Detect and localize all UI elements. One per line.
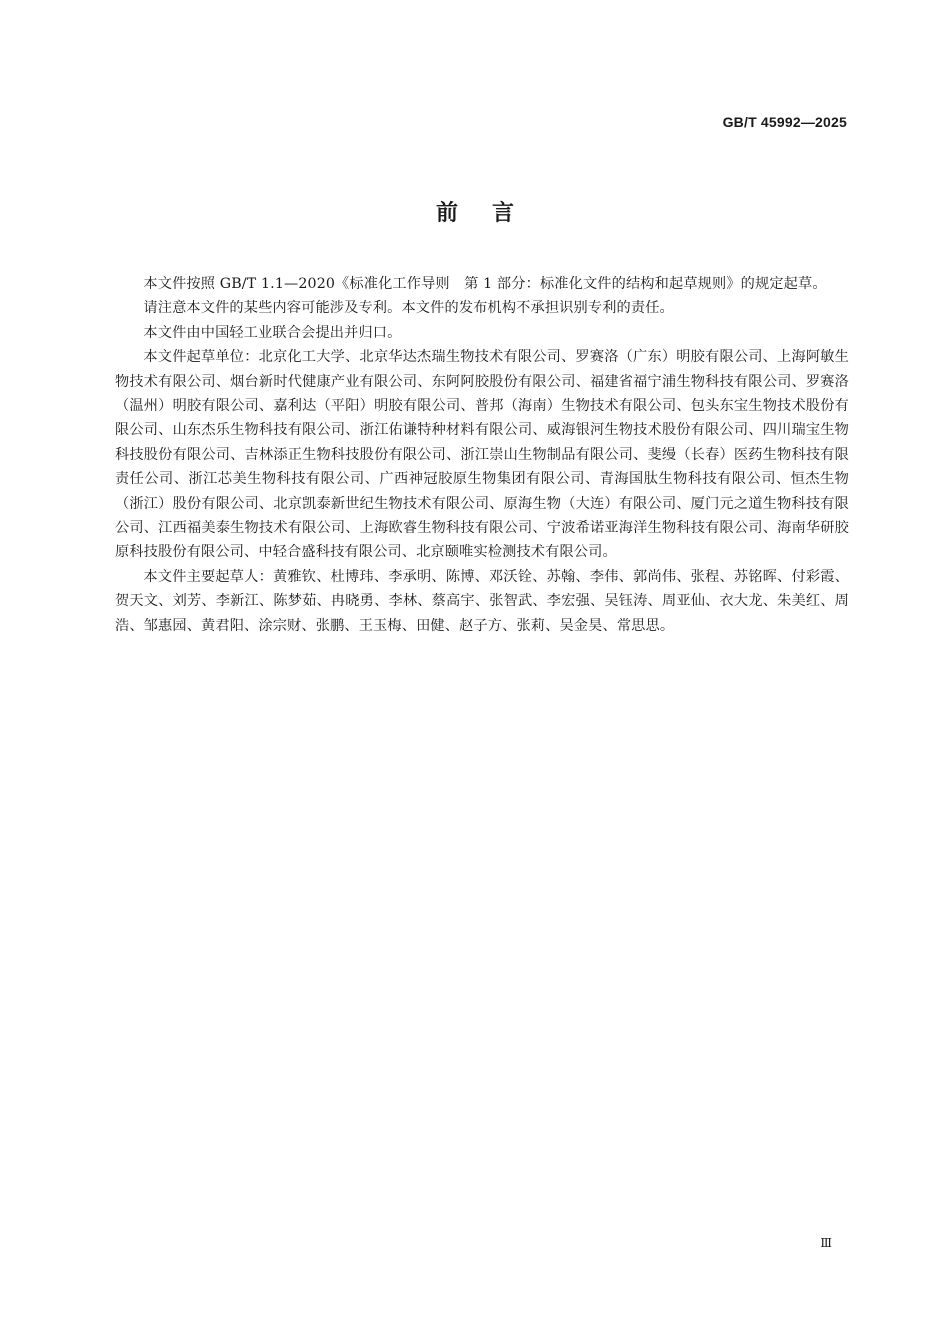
paragraph-proposer: 本文件由中国轻工业联合会提出并归口。 (143, 324, 402, 341)
page-number: Ⅲ (820, 1236, 832, 1250)
paragraph-patent-notice: 请注意本文件的某些内容可能涉及专利。本文件的发布机构不承担识别专利的责任。 (143, 300, 674, 317)
paragraph-drafting-rules: 本文件按照 GB/T 1.1—2020《标准化工作导则 第 1 部分：标准化文件的结构和起草规则》的规定起草。 (143, 276, 827, 292)
standard-code: GB/T 45992—2025 (722, 114, 847, 130)
page-title: 前言 (435, 201, 548, 226)
paragraph-drafters: 本文件主要起草人：黄雅钦、杜博玮、李承明、陈博、邓沃铨、苏翰、李伟、郭尚伟、张程、苏铭晖、付彩霞、贺天文、刘芳、李新江、陈梦茹、冉晓勇、李林、蔡高宇、张智武、李宏强、吴钰涛、周亚仙、衣大龙、朱美红、周浩、邹惠园、黄君阳、涂宗财、张鹏、王玉梅、田健、赵子方、张莉、吴金昊、常思思。 (115, 568, 849, 634)
foreword-body (115, 272, 849, 638)
paragraph-drafting-units: 本文件起草单位：北京化工大学、北京华达杰瑞生物技术有限公司、罗赛洛（广东）明胶有限公司、上海阿敏生物技术有限公司、烟台新时代健康产业有限公司、东阿阿胶股份有限公司、福建省福宁浦生物科技有限公司、罗赛洛（温州）明胶有限公司、嘉利达（平阳）明胶有限公司、普邦（海南）生物技术有限公司、包头东宝生物技术股份有限公司、山东杰乐生物科技有限公司、浙江佑谦特种材料有限公司、威海银河生物技术股份有限公司、四川瑞宝生物科技股份有限公司、吉林添正生物科技股份有限公司、浙江崇山生物制品有限公司、斐缦（长春）医药生物科技有限责任公司、浙江芯美生物科技有限公司、广西神冠胶原生物集团有限公司、青海国肽生物科技有限公司、恒杰生物（浙江）股份有限公司、北京凯泰新世纪生物技术有限公司、原海生物（大连）有限公司、厦门元之道生物科技有限公司、江西福美泰生物技术有限公司、上海欧睿生物科技有限公司、宁波希诺亚海洋生物科技有限公司、海南华研胶原科技股份有限公司、中轻合盛科技有限公司、北京颐唯实检测技术有限公司。 (115, 349, 849, 561)
